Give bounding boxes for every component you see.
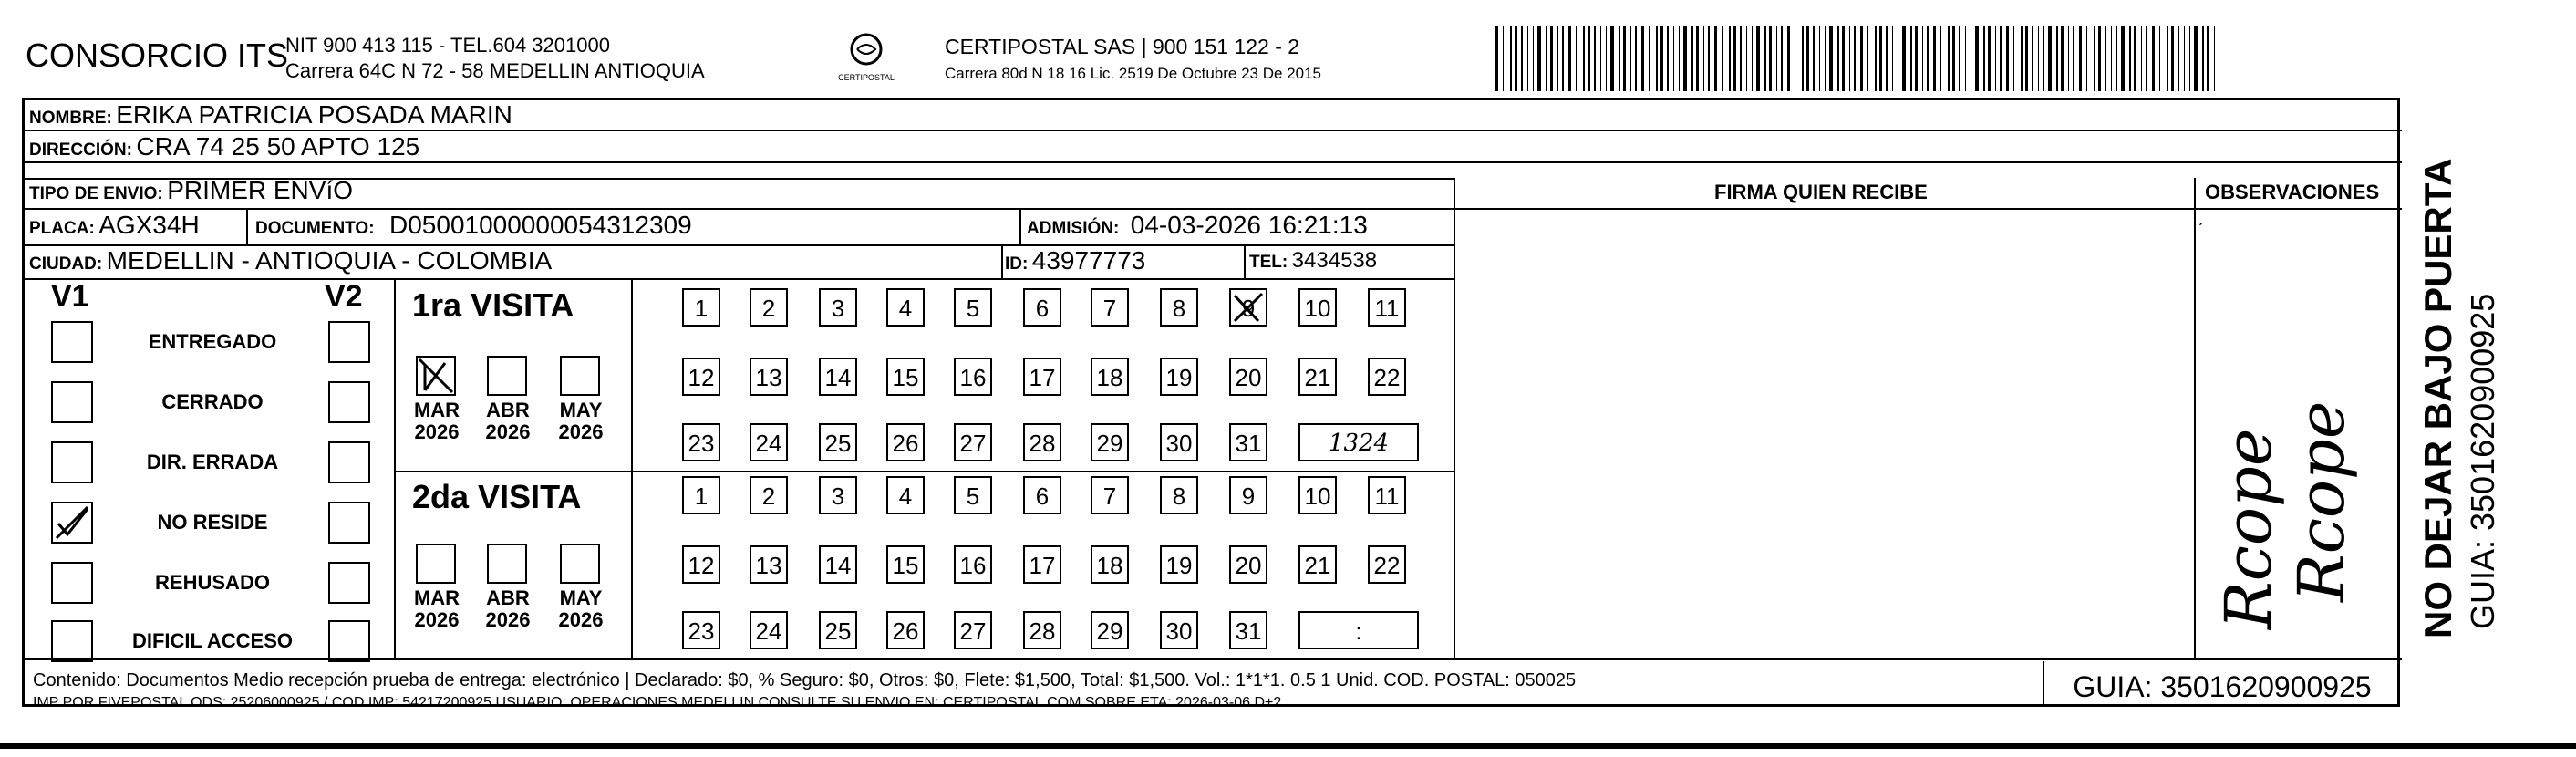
day-checkbox[interactable]: 26 <box>886 423 925 461</box>
month-label: MAY 2026 <box>558 399 604 443</box>
status-label: DIFICIL ACCESO <box>131 629 293 652</box>
day-checkbox[interactable]: 3 <box>819 288 857 327</box>
day-checkbox[interactable]: 29 <box>1091 423 1129 461</box>
v2-checkbox[interactable] <box>328 562 370 604</box>
day-checkbox[interactable]: 21 <box>1298 545 1337 584</box>
footer-line2: IMP POR FIVEPOSTAL ODS: 25206000925 / COD.IMP: 54217200925 USUARIO: OPERACIONES MEDELLIN CONSULTE SU ENVIO EN: CERTIPOSTAL.COM SOBRE ETA: 2026-03-06 D+2 <box>33 695 1282 710</box>
direccion-label: DIRECCIÓN: <box>29 140 132 160</box>
placa-cell <box>29 211 200 240</box>
no-dejar-text: NO DEJAR BAJO PUERTA <box>2416 158 2459 638</box>
row-divider <box>22 278 1454 280</box>
month-label: ABR 2026 <box>485 586 531 631</box>
certipostal-info <box>945 33 1321 88</box>
month-label: MAY 2026 <box>558 586 604 631</box>
v1-checkbox[interactable] <box>51 620 93 662</box>
documento-label: DOCUMENTO: <box>255 219 375 238</box>
day-checkbox[interactable]: 14 <box>819 545 857 584</box>
footer-divider <box>22 658 2402 660</box>
day-checkbox[interactable]: 22 <box>1368 358 1406 396</box>
month-checkbox[interactable] <box>487 544 527 584</box>
day-checkbox[interactable]: 12 <box>682 545 720 584</box>
day-checkbox[interactable]: 15 <box>886 545 925 584</box>
handwritten-signature <box>2207 328 2389 638</box>
tipo-value: PRIMER ENVíO <box>167 176 354 204</box>
month-checkbox[interactable] <box>560 356 600 396</box>
col-divider <box>1001 244 1003 278</box>
visit-time-field[interactable]: : <box>1298 611 1419 649</box>
id-label: ID: <box>1005 254 1029 274</box>
nombre-row <box>29 100 512 130</box>
tel-label: TEL: <box>1249 253 1288 272</box>
ciudad-label: CIUDAD: <box>29 254 103 274</box>
certi-line2: Carrera 80d N 18 16 Lic. 2519 De Octubre 23 De 2015 <box>945 65 1321 82</box>
ciudad-cell <box>29 246 552 275</box>
day-checkbox[interactable]: 21 <box>1298 358 1337 396</box>
v1-checkbox[interactable] <box>51 502 93 544</box>
id-value: 43977773 <box>1031 246 1146 275</box>
month-checkbox[interactable] <box>560 544 600 584</box>
day-checkbox[interactable]: 1 <box>682 288 720 327</box>
day-checkbox[interactable]: 24 <box>750 611 788 649</box>
row-divider <box>22 208 1454 210</box>
day-checkbox[interactable]: 19 <box>1160 358 1198 396</box>
day-checkbox[interactable]: 14 <box>819 358 857 396</box>
day-checkbox[interactable]: 11 <box>1368 476 1406 514</box>
day-checkbox[interactable]: 23 <box>682 611 720 649</box>
bottom-rule <box>0 743 2576 749</box>
day-checkbox[interactable]: 15 <box>886 358 925 396</box>
placa-value: AGX34H <box>98 211 200 239</box>
day-checkbox[interactable]: 25 <box>819 423 857 461</box>
day-checkbox[interactable]: 9 <box>1229 476 1267 514</box>
nombre-value: ERIKA PATRICIA POSADA MARIN <box>116 100 512 129</box>
admision-cell <box>1027 211 1368 240</box>
row-divider <box>1454 208 2402 210</box>
day-checkbox[interactable]: 3 <box>819 476 857 514</box>
day-checkbox[interactable]: 1 <box>682 476 720 514</box>
v2-checkbox[interactable] <box>328 502 370 544</box>
day-checkbox[interactable]: 12 <box>682 358 720 396</box>
col-divider <box>394 278 396 659</box>
visit-divider <box>394 471 1454 472</box>
col-divider <box>2398 130 2400 658</box>
first-visit-title: 1ra VISITA <box>412 286 574 324</box>
firma-label: FIRMA QUIEN RECIBE <box>1714 181 1928 203</box>
form-frame <box>22 98 2400 707</box>
col-divider <box>1454 178 1455 659</box>
day-checkbox[interactable]: 5 <box>954 476 992 514</box>
day-checkbox[interactable]: 18 <box>1091 358 1129 396</box>
month-label: MAR 2026 <box>413 399 460 443</box>
footer-line1: Contenido: Documentos Medio recepción prueba de entrega: electrónico | Declarado: $0, % Seguro: $0, Otros: $0, Flete: $1,500, Total: $1,500. Vol.: 1*1*1. 0.5 1 Unid. COD. POSTAL: 050025 <box>33 670 1577 690</box>
guia-number: GUIA: 3501620900925 <box>2043 661 2400 707</box>
row-divider <box>22 161 2402 163</box>
day-checkbox[interactable]: 27 <box>954 423 992 461</box>
day-checkbox[interactable]: 20 <box>1229 545 1267 584</box>
v1-label: V1 <box>51 279 89 314</box>
day-checkbox[interactable]: 26 <box>886 611 925 649</box>
day-checkbox[interactable]: 31 <box>1229 423 1267 461</box>
tipo-row <box>29 176 353 205</box>
nit-line: NIT 900 413 115 - TEL.604 3201000 <box>285 34 610 57</box>
day-checkbox[interactable]: 10 <box>1298 476 1337 514</box>
day-checkbox[interactable]: 18 <box>1091 545 1129 584</box>
day-checkbox[interactable]: 17 <box>1023 358 1061 396</box>
status-label: NO RESIDE <box>157 511 268 534</box>
status-label: CERRADO <box>161 390 264 413</box>
company-info <box>285 33 705 84</box>
day-checkbox[interactable]: 23 <box>682 423 720 461</box>
month-checkbox[interactable] <box>416 356 456 396</box>
tel-cell <box>1249 248 1377 274</box>
visit-time-field[interactable]: 1324 <box>1298 423 1419 461</box>
svg-text:Rcope: Rcope <box>2284 400 2359 602</box>
day-checkbox[interactable]: 19 <box>1160 545 1198 584</box>
col-divider <box>1244 244 1246 278</box>
month-label: ABR 2026 <box>485 399 531 443</box>
tel-value: 3434538 <box>1291 248 1378 273</box>
day-checkbox[interactable]: 16 <box>954 545 992 584</box>
month-checkbox[interactable] <box>416 544 456 584</box>
col-divider <box>2194 178 2196 659</box>
day-checkbox[interactable]: 17 <box>1023 545 1061 584</box>
documento-cell <box>255 211 692 240</box>
admision-label: ADMISIÓN: <box>1027 219 1120 238</box>
certipostal-logo <box>832 29 901 89</box>
day-checkbox[interactable]: 29 <box>1091 611 1129 649</box>
col-divider <box>631 278 633 659</box>
admision-value: 04-03-2026 16:21:13 <box>1130 211 1368 239</box>
day-checkbox[interactable]: 8 <box>1160 476 1198 514</box>
observaciones-label: OBSERVACIONES <box>2205 181 2380 203</box>
logo-text: CERTIPOSTAL <box>838 73 895 82</box>
month-label: MAR 2026 <box>413 586 460 631</box>
direccion-row <box>29 132 419 161</box>
day-checkbox[interactable]: 9 <box>1229 288 1267 327</box>
day-checkbox[interactable]: 27 <box>954 611 992 649</box>
company-name: CONSORCIO ITS <box>26 36 289 74</box>
day-checkbox[interactable]: 20 <box>1229 358 1267 396</box>
day-checkbox[interactable]: 7 <box>1091 288 1129 327</box>
row-divider <box>22 130 2402 131</box>
day-checkbox[interactable]: 7 <box>1091 476 1129 514</box>
day-checkbox[interactable]: 24 <box>750 423 788 461</box>
v2-checkbox[interactable] <box>328 381 370 423</box>
v1-checkbox[interactable] <box>51 441 93 483</box>
day-checkbox[interactable]: 11 <box>1368 288 1406 327</box>
day-checkbox[interactable]: 6 <box>1023 288 1061 327</box>
day-checkbox[interactable]: 28 <box>1023 423 1061 461</box>
placa-label: PLACA: <box>29 219 95 238</box>
day-checkbox[interactable]: 13 <box>750 358 788 396</box>
status-label: DIR. ERRADA <box>146 451 279 473</box>
day-checkbox[interactable]: 16 <box>954 358 992 396</box>
day-checkbox[interactable]: 30 <box>1160 423 1198 461</box>
id-cell <box>1005 246 1145 275</box>
documento-value: D050010000000543​12309 <box>389 211 692 239</box>
v2-checkbox[interactable] <box>328 441 370 483</box>
guia-side-text: GUIA: 3501620900925 <box>2464 293 2501 629</box>
day-checkbox[interactable]: 8 <box>1160 288 1198 327</box>
day-checkbox[interactable]: 13 <box>750 545 788 584</box>
v2-checkbox[interactable] <box>328 620 370 662</box>
v2-label: V2 <box>325 279 363 314</box>
day-checkbox[interactable]: 2 <box>750 288 788 327</box>
col-divider <box>1019 208 1021 244</box>
day-checkbox[interactable]: 30 <box>1160 611 1198 649</box>
day-checkbox[interactable]: 22 <box>1368 545 1406 584</box>
v1-checkbox[interactable] <box>51 321 93 363</box>
day-checkbox[interactable]: 25 <box>819 611 857 649</box>
v2-checkbox[interactable] <box>328 321 370 363</box>
month-checkbox[interactable] <box>487 356 527 396</box>
day-checkbox[interactable]: 6 <box>1023 476 1061 514</box>
day-checkbox[interactable]: 28 <box>1023 611 1061 649</box>
v1-checkbox[interactable] <box>51 562 93 604</box>
direccion-value: CRA 74 25 50 APTO 125 <box>136 132 420 161</box>
address-line: Carrera 64C N 72 - 58 MEDELLIN ANTIOQUIA <box>285 59 705 82</box>
nombre-label: NOMBRE: <box>29 109 112 128</box>
observation-mark: ˊ <box>2198 219 2205 242</box>
day-checkbox[interactable]: 5 <box>954 288 992 327</box>
ciudad-value: MEDELLIN - ANTIOQUIA - COLOMBIA <box>106 246 553 275</box>
status-label: ENTREGADO <box>148 330 277 353</box>
barcode <box>1495 26 2225 91</box>
day-checkbox[interactable]: 4 <box>886 476 925 514</box>
status-label: REHUSADO <box>155 571 270 594</box>
col-divider <box>246 208 248 244</box>
day-checkbox[interactable]: 31 <box>1229 611 1267 649</box>
second-visit-title: 2da VISITA <box>412 478 582 515</box>
day-checkbox[interactable]: 2 <box>750 476 788 514</box>
v1-checkbox[interactable] <box>51 381 93 423</box>
certi-line1: CERTIPOSTAL SAS | 900 151 122 - 2 <box>945 35 1300 58</box>
tipo-label: TIPO DE ENVIO: <box>29 184 163 203</box>
day-checkbox[interactable]: 10 <box>1298 288 1337 327</box>
svg-text:Rcope: Rcope <box>2211 428 2286 629</box>
day-checkbox[interactable]: 4 <box>886 288 925 327</box>
